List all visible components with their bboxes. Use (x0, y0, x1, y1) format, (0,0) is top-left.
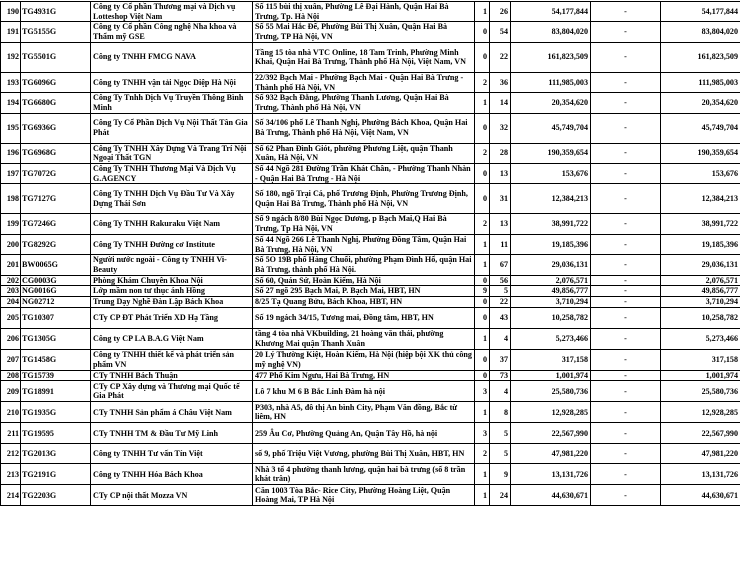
customer-code: TG6936G (21, 113, 91, 143)
count-a: 0 (475, 184, 490, 214)
customer-name: Công Ty TNHH Đường cơ Institute (91, 234, 253, 254)
amount-value: 317,158 (511, 349, 591, 370)
remaining-value: 45,749,704 (661, 113, 740, 143)
table-row (1, 93, 740, 113)
paid-value: - (591, 297, 661, 308)
table-row (1, 164, 740, 184)
row-number: 197 (1, 164, 21, 184)
count-b: 37 (490, 349, 511, 370)
remaining-value: 49,856,777 (661, 286, 740, 297)
customer-address: Số 44 Ngõ 266 Lê Thanh Nghị, Phường Đồng Tâm, Quận Hai Bà Trưng, Hà Nội, VN (253, 234, 475, 254)
paid-value: - (591, 328, 661, 349)
paid-value: - (591, 423, 661, 444)
table-row (1, 402, 740, 423)
customer-code: CG0003G (21, 275, 91, 286)
table-row (1, 381, 740, 402)
amount-value: 1,001,974 (511, 370, 591, 381)
customer-code: TG7072G (21, 164, 91, 184)
paid-value: - (591, 42, 661, 72)
customer-code: NG0016G (21, 286, 91, 297)
paid-value: - (591, 307, 661, 328)
amount-value: 29,036,131 (511, 255, 591, 275)
table-row (1, 72, 740, 92)
count-b: 73 (490, 370, 511, 381)
count-b: 9 (490, 464, 511, 485)
remaining-value: 13,131,726 (661, 464, 740, 485)
row-number: 208 (1, 370, 21, 381)
row-number: 207 (1, 349, 21, 370)
count-b: 36 (490, 72, 511, 92)
table-row (1, 2, 740, 22)
count-a: 1 (475, 2, 490, 22)
customer-name: Công Ty TNHH Xây Dựng Và Trang Trí Nội Ngoại Thất TGN (91, 143, 253, 163)
row-number: 190 (1, 2, 21, 22)
row-number: 196 (1, 143, 21, 163)
customer-code: TG6096G (21, 72, 91, 92)
customer-name: Công ty TNHH vận tải Ngọc Diệp Hà Nội (91, 72, 253, 92)
count-a: 2 (475, 214, 490, 234)
customer-code: TG1935G (21, 402, 91, 423)
count-b: 8 (490, 402, 511, 423)
amount-value: 25,580,736 (511, 381, 591, 402)
row-number: 199 (1, 214, 21, 234)
customer-address: Số 180, ngõ Trại Cá, phố Trương Định, Phường Trương Định, Quận Hai Bà Trưng, Thành phố Hà Nội, VN (253, 184, 475, 214)
table-row (1, 275, 740, 286)
count-a: 2 (475, 143, 490, 163)
paid-value: - (591, 93, 661, 113)
count-a: 1 (475, 402, 490, 423)
customer-address: Số 115 bùi thị xuân, Phường Lê Đại Hành, Quận Hai Bà Trưng, Tp. Hà Nội (253, 2, 475, 22)
customer-name: Công ty TNHH FMCG NAVA (91, 42, 253, 72)
customer-name: Công Ty TNHH Dịch Vụ Đầu Tư Và Xây Dựng Thái Sơn (91, 184, 253, 214)
customer-address: Số 932 Bạch Đằng, Phường Thanh Lương, Quận Hai Bà Trưng, Thành phố Hà Nội, VN (253, 93, 475, 113)
paid-value: - (591, 214, 661, 234)
amount-value: 12,928,285 (511, 402, 591, 423)
count-b: 43 (490, 307, 511, 328)
row-number: 205 (1, 307, 21, 328)
count-a: 1 (475, 255, 490, 275)
amount-value: 5,273,466 (511, 328, 591, 349)
table-row (1, 42, 740, 72)
count-b: 13 (490, 164, 511, 184)
row-number: 211 (1, 423, 21, 444)
remaining-value: 190,359,654 (661, 143, 740, 163)
customer-code: TG7246G (21, 214, 91, 234)
customer-code: TG10307 (21, 307, 91, 328)
amount-value: 83,804,020 (511, 22, 591, 42)
customer-name: Công ty TNHH Tư vấn Tín Việt (91, 444, 253, 464)
customer-name: Công ty CP LA B.A.G Việt Nam (91, 328, 253, 349)
customer-address: Số 19 ngách 34/15, Tương mai, Đồng tâm, HBT, HN (253, 307, 475, 328)
amount-value: 153,676 (511, 164, 591, 184)
count-b: 67 (490, 255, 511, 275)
customer-address: 22/392 Bạch Mai - Phường Bạch Mai - Quận Hai Bà Trưng - Thành phố Hà Nội, VN (253, 72, 475, 92)
customer-name: Công ty Cổ phần Thương mại và Dịch vụ Lotteshop Việt Nam (91, 2, 253, 22)
remaining-value: 12,384,213 (661, 184, 740, 214)
customer-code: TG2203G (21, 485, 91, 506)
table-row (1, 370, 740, 381)
customer-address: Số 34/106 phố Lê Thanh Nghị, Phường Bách Khoa, Quận Hai Bà Trưng, Thành phố Hà Nội, Việt Nam, VN (253, 113, 475, 143)
remaining-value: 5,273,466 (661, 328, 740, 349)
customer-code: TG8292G (21, 234, 91, 254)
customer-address: Số 62 Phan Đình Giót, phường Phương Liệt, quận Thanh Xuân, Hà Nội, VN (253, 143, 475, 163)
table-row (1, 297, 740, 308)
count-a: 0 (475, 22, 490, 42)
amount-value: 12,384,213 (511, 184, 591, 214)
customer-code: TG18991 (21, 381, 91, 402)
table-row (1, 234, 740, 254)
remaining-value: 3,710,294 (661, 297, 740, 308)
remaining-value: 2,076,571 (661, 275, 740, 286)
paid-value: - (591, 255, 661, 275)
count-a: 0 (475, 275, 490, 286)
count-b: 31 (490, 184, 511, 214)
amount-value: 20,354,620 (511, 93, 591, 113)
count-b: 13 (490, 214, 511, 234)
remaining-value: 44,630,671 (661, 485, 740, 506)
table-row (1, 214, 740, 234)
row-number: 214 (1, 485, 21, 506)
row-number: 202 (1, 275, 21, 286)
customer-code: NG02712 (21, 297, 91, 308)
customer-name: Trung Dạy Nghề Đàn Lập Bách Khoa (91, 297, 253, 308)
remaining-value: 153,676 (661, 164, 740, 184)
table-row (1, 349, 740, 370)
count-b: 54 (490, 22, 511, 42)
customer-name: Công ty TNHH Hóa Bách Khoa (91, 464, 253, 485)
count-a: 0 (475, 297, 490, 308)
amount-value: 45,749,704 (511, 113, 591, 143)
amount-value: 38,991,722 (511, 214, 591, 234)
count-a: 3 (475, 381, 490, 402)
customer-code: TG4931G (21, 2, 91, 22)
customer-address: Số 9 ngách 8/80 Bùi Ngọc Dương, p Bạch Mai,Q Hai Bà Trưng, Tp Hà Nội, VN (253, 214, 475, 234)
remaining-value: 111,985,003 (661, 72, 740, 92)
remaining-value: 83,804,020 (661, 22, 740, 42)
customer-code: TG1458G (21, 349, 91, 370)
paid-value: - (591, 184, 661, 214)
customer-code: TG5501G (21, 42, 91, 72)
customer-address: Số 27 ngõ 295 Bạch Mai, P. Bạch Mai, HBT, HN (253, 286, 475, 297)
table-row (1, 328, 740, 349)
paid-value: - (591, 164, 661, 184)
count-a: 9 (475, 286, 490, 297)
customer-address: Số 44 Ngõ 281 Đường Trần Khát Chân, - Phường Thanh Nhàn - Quận Hai Bà Trưng - Hà Nội (253, 164, 475, 184)
table-row (1, 113, 740, 143)
count-a: 3 (475, 423, 490, 444)
customer-name: Công ty Cổ phần Công nghệ Nha khoa và Thẩm mỹ GSE (91, 22, 253, 42)
table-row (1, 307, 740, 328)
customer-name: CTy TNHH Bách Thuận (91, 370, 253, 381)
customer-code: TG6680G (21, 93, 91, 113)
customer-address: tầng 4 tòa nhà VKbuilding, 21 hoàng văn thái, phường Khương Mai quận Thanh Xuân (253, 328, 475, 349)
paid-value: - (591, 113, 661, 143)
customer-name: Công Ty TNHH Rakuraku Việt Nam (91, 214, 253, 234)
customer-name: CTy CP ĐT Phát Triển XD Hạ Tầng (91, 307, 253, 328)
count-b: 26 (490, 2, 511, 22)
count-a: 1 (475, 485, 490, 506)
row-number: 192 (1, 42, 21, 72)
count-b: 22 (490, 42, 511, 72)
row-number: 203 (1, 286, 21, 297)
remaining-value: 54,177,844 (661, 2, 740, 22)
row-number: 200 (1, 234, 21, 254)
customer-code: TG6968G (21, 143, 91, 163)
customer-name: Công Ty Tnhh Dịch Vụ Truyền Thông Bình Minh (91, 93, 253, 113)
paid-value: - (591, 485, 661, 506)
row-number: 212 (1, 444, 21, 464)
remaining-value: 47,981,220 (661, 444, 740, 464)
remaining-value: 38,991,722 (661, 214, 740, 234)
customer-code: TG2191G (21, 464, 91, 485)
count-a: 1 (475, 328, 490, 349)
remaining-value: 29,036,131 (661, 255, 740, 275)
customer-code: BW0065G (21, 255, 91, 275)
amount-value: 44,630,671 (511, 485, 591, 506)
table-row (1, 286, 740, 297)
amount-value: 2,076,571 (511, 275, 591, 286)
row-number: 206 (1, 328, 21, 349)
count-b: 28 (490, 143, 511, 163)
remaining-value: 1,001,974 (661, 370, 740, 381)
customer-code: TG5155G (21, 22, 91, 42)
count-b: 4 (490, 328, 511, 349)
table-row (1, 22, 740, 42)
paid-value: - (591, 72, 661, 92)
count-a: 2 (475, 72, 490, 92)
customer-address: 8/25 Tạ Quang Bửu, Bách Khoa, HBT, HN (253, 297, 475, 308)
paid-value: - (591, 381, 661, 402)
paid-value: - (591, 22, 661, 42)
count-a: 0 (475, 349, 490, 370)
count-a: 0 (475, 164, 490, 184)
customer-name: Công ty TNHH thiết kế và phát triển sản phẩm VN (91, 349, 253, 370)
customer-address: P303, nhà A5, đô thị An bình City, Phạm Văn đồng, Bắc từ liêm, HN (253, 402, 475, 423)
customer-address: 20 Lý Thường Kiệt, Hoàn Kiếm, Hà Nội (hiệp bội XK thủ công mỹ nghệ VN) (253, 349, 475, 370)
paid-value: - (591, 234, 661, 254)
customer-address: Tầng 15 tòa nhà VTC Online, 18 Tam Trinh, Phường Minh Khai, Quận Hai Bà Trưng, Thành phố Hà Nội, Việt Nam, VN (253, 42, 475, 72)
count-a: 1 (475, 93, 490, 113)
paid-value: - (591, 349, 661, 370)
count-b: 4 (490, 381, 511, 402)
count-a: 0 (475, 370, 490, 381)
remaining-value: 25,580,736 (661, 381, 740, 402)
amount-value: 47,981,220 (511, 444, 591, 464)
customer-address: 259 Âu Cơ, Phường Quảng An, Quận Tây Hồ, hà nội (253, 423, 475, 444)
table-row (1, 464, 740, 485)
paid-value: - (591, 444, 661, 464)
customer-address: 477 Phố Kim Ngưu, Hai Bà Trưng, HN (253, 370, 475, 381)
count-a: 1 (475, 234, 490, 254)
count-a: 0 (475, 307, 490, 328)
paid-value: - (591, 370, 661, 381)
row-number: 201 (1, 255, 21, 275)
row-number: 209 (1, 381, 21, 402)
remaining-value: 19,185,396 (661, 234, 740, 254)
customer-name: Lớp mầm non tư thục ánh Hồng (91, 286, 253, 297)
count-b: 5 (490, 423, 511, 444)
amount-value: 161,823,509 (511, 42, 591, 72)
amount-value: 190,359,654 (511, 143, 591, 163)
amount-value: 49,856,777 (511, 286, 591, 297)
row-number: 195 (1, 113, 21, 143)
count-a: 1 (475, 464, 490, 485)
count-b: 5 (490, 286, 511, 297)
customer-address: số 9, phố Triệu Việt Vương, phường Bùi Thị Xuân, HBT, HN (253, 444, 475, 464)
count-b: 32 (490, 113, 511, 143)
paid-value: - (591, 286, 661, 297)
count-b: 11 (490, 234, 511, 254)
remaining-value: 10,258,782 (661, 307, 740, 328)
count-b: 5 (490, 444, 511, 464)
customer-code: TG7127G (21, 184, 91, 214)
customer-code: TG2013G (21, 444, 91, 464)
customer-name: Phòng Khám Chuyên Khoa Nội (91, 275, 253, 286)
amount-value: 19,185,396 (511, 234, 591, 254)
count-a: 2 (475, 444, 490, 464)
customer-address: Số 55 Mai Hắc Đế, Phường Bùi Thị Xuân, Quận Hai Bà Trưng, TP Hà Nội, VN (253, 22, 475, 42)
customer-name: Công Ty Cổ Phần Dịch Vụ Nội Thất Tân Gia Phát (91, 113, 253, 143)
customer-address: Lô 7 khu M 6 B Bắc Linh Đàm hà nội (253, 381, 475, 402)
row-number: 204 (1, 297, 21, 308)
paid-value: - (591, 402, 661, 423)
table-row (1, 444, 740, 464)
debt-table (0, 1, 740, 506)
customer-code: TG19595 (21, 423, 91, 444)
remaining-value: 12,928,285 (661, 402, 740, 423)
remaining-value: 22,567,990 (661, 423, 740, 444)
amount-value: 22,567,990 (511, 423, 591, 444)
table-row (1, 485, 740, 506)
table-row (1, 184, 740, 214)
count-a: 0 (475, 113, 490, 143)
paid-value: - (591, 143, 661, 163)
table-row (1, 143, 740, 163)
customer-name: CTy TNHH Sản phẩm á Châu Việt Nam (91, 402, 253, 423)
remaining-value: 317,158 (661, 349, 740, 370)
customer-address: Số 5O 19B phố Hàng Chuối, phường Phạm Đình Hổ, quận Hai Bà Trưng, thành phố Hà Nội. (253, 255, 475, 275)
table-body (1, 2, 740, 506)
count-b: 56 (490, 275, 511, 286)
row-number: 194 (1, 93, 21, 113)
remaining-value: 20,354,620 (661, 93, 740, 113)
remaining-value: 161,823,509 (661, 42, 740, 72)
customer-name: CTy TNHH TM & Đầu Tư Mỹ Linh (91, 423, 253, 444)
row-number: 213 (1, 464, 21, 485)
paid-value: - (591, 275, 661, 286)
count-b: 22 (490, 297, 511, 308)
table-row (1, 255, 740, 275)
customer-code: TG15739 (21, 370, 91, 381)
customer-name: CTy CP Xây dựng và Thương mại Quốc tế Gia Phát (91, 381, 253, 402)
row-number: 198 (1, 184, 21, 214)
amount-value: 13,131,726 (511, 464, 591, 485)
customer-name: CTy CP nội thất Mozza VN (91, 485, 253, 506)
customer-name: Công Ty TNHH Thương Mại Và Dịch Vụ G.AGENCY (91, 164, 253, 184)
customer-address: Căn 1003 Tòa Bắc- Rice City, Phường Hoàng Liệt, Quận Hoàng Mai, TP Hà Nội (253, 485, 475, 506)
row-number: 210 (1, 402, 21, 423)
count-a: 0 (475, 42, 490, 72)
paid-value: - (591, 464, 661, 485)
customer-name: Người nước ngoài - Công ty TNHH Vi-Beauty (91, 255, 253, 275)
customer-address: Nhà 3 tổ 4 phường thanh lương, quận hai bà trưng (số 8 trần khát trân) (253, 464, 475, 485)
customer-code: TG1305G (21, 328, 91, 349)
amount-value: 54,177,844 (511, 2, 591, 22)
row-number: 191 (1, 22, 21, 42)
count-b: 24 (490, 485, 511, 506)
row-number: 193 (1, 72, 21, 92)
table-row (1, 423, 740, 444)
paid-value: - (591, 2, 661, 22)
customer-address: Số 60, Quán Sứ, Hoàn Kiếm, Hà Nội (253, 275, 475, 286)
amount-value: 10,258,782 (511, 307, 591, 328)
count-b: 14 (490, 93, 511, 113)
amount-value: 3,710,294 (511, 297, 591, 308)
amount-value: 111,985,003 (511, 72, 591, 92)
